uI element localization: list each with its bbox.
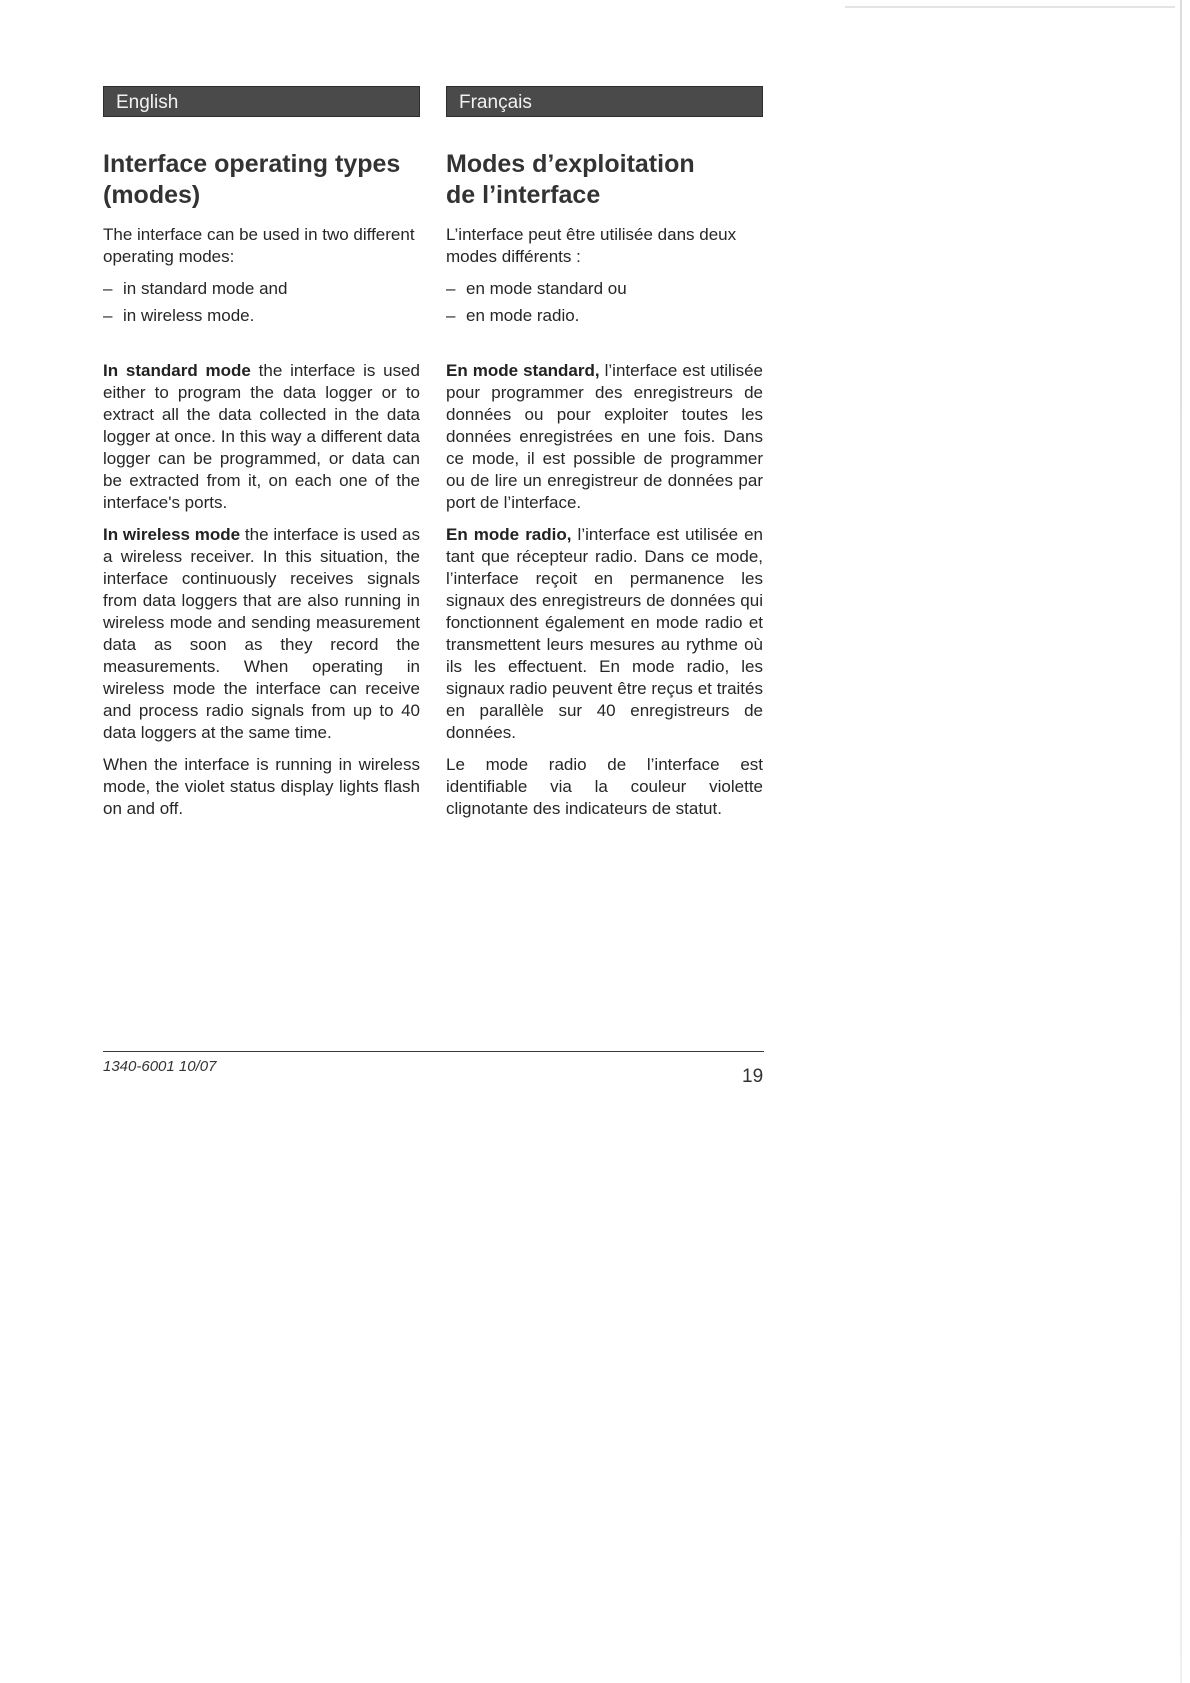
scan-artifact-edge (1180, 0, 1182, 1683)
wireless-mode-paragraph: En mode radio, l’interface est utilisée en tant que récepteur radio. Dans ce mode, l’interface reçoit en permanence les signaux des enregistreurs de données qui fonctionnent également en mode radio et transmettent leurs mesures au rythme où ils les effectuent. En mode radio, les signaux radio peuvent être reçus et traités en parallèle sur 40 enregistreurs de données. (446, 525, 764, 742)
section-heading: Interface operating types (modes) (103, 150, 401, 209)
intro-text: The interface can be used in two different operating modes: (103, 225, 415, 266)
document-code: 1340-6001 10/07 (103, 1058, 217, 1075)
status-display-paragraph: Le mode radio de l’interface est identifiable via la couleur violette clignotante des indicateurs de statut. (446, 755, 763, 818)
footer-divider (103, 1051, 764, 1052)
language-bar-english (103, 86, 420, 117)
standard-mode-paragraph: In standard mode the interface is used either to program the data logger or to extract all the data collected in the data logger at once. In this way a different data logger can be programmed, or data can be extracted from it, on each one of the interface's ports. (103, 361, 421, 512)
language-label: Français (459, 92, 532, 113)
english-column (103, 86, 421, 818)
intro-text: L’interface peut être utilisée dans deux modes différents : (446, 225, 737, 266)
scan-artifact-top (845, 6, 1175, 8)
list-item: – in standard mode and (103, 279, 288, 298)
status-display-paragraph: When the interface is running in wireless mode, the violet status display lights flash on and off. (103, 755, 420, 818)
language-bar-french (446, 86, 763, 117)
mode-list (103, 278, 287, 332)
french-column (446, 86, 764, 818)
page-number: 19 (742, 1066, 764, 1087)
standard-mode-paragraph: En mode standard, l’interface est utilisée pour programmer des enregistreurs de données ou pour exploiter toutes les données enregistrées en une fois. Dans ce mode, il est possible de programmer ou de lire un enregistreur de données par port de l’interface. (446, 361, 763, 512)
wireless-mode-paragraph: In wireless mode the interface is used as a wireless receiver. In this situation, the interface continuously receives signals from data loggers that are also running in wireless mode and sending measurement data as soon as they record the measurements. When operating in wireless mode the interface can receive and process radio signals from up to 40 data loggers at the same time. (103, 525, 421, 742)
list-item: – in wireless mode. (103, 306, 255, 325)
mode-list (446, 278, 627, 332)
language-label: English (116, 92, 179, 113)
list-item: – en mode standard ou (446, 279, 627, 298)
list-item: – en mode radio. (446, 306, 580, 325)
section-heading: Modes d’exploitation de l’interface (446, 150, 695, 209)
